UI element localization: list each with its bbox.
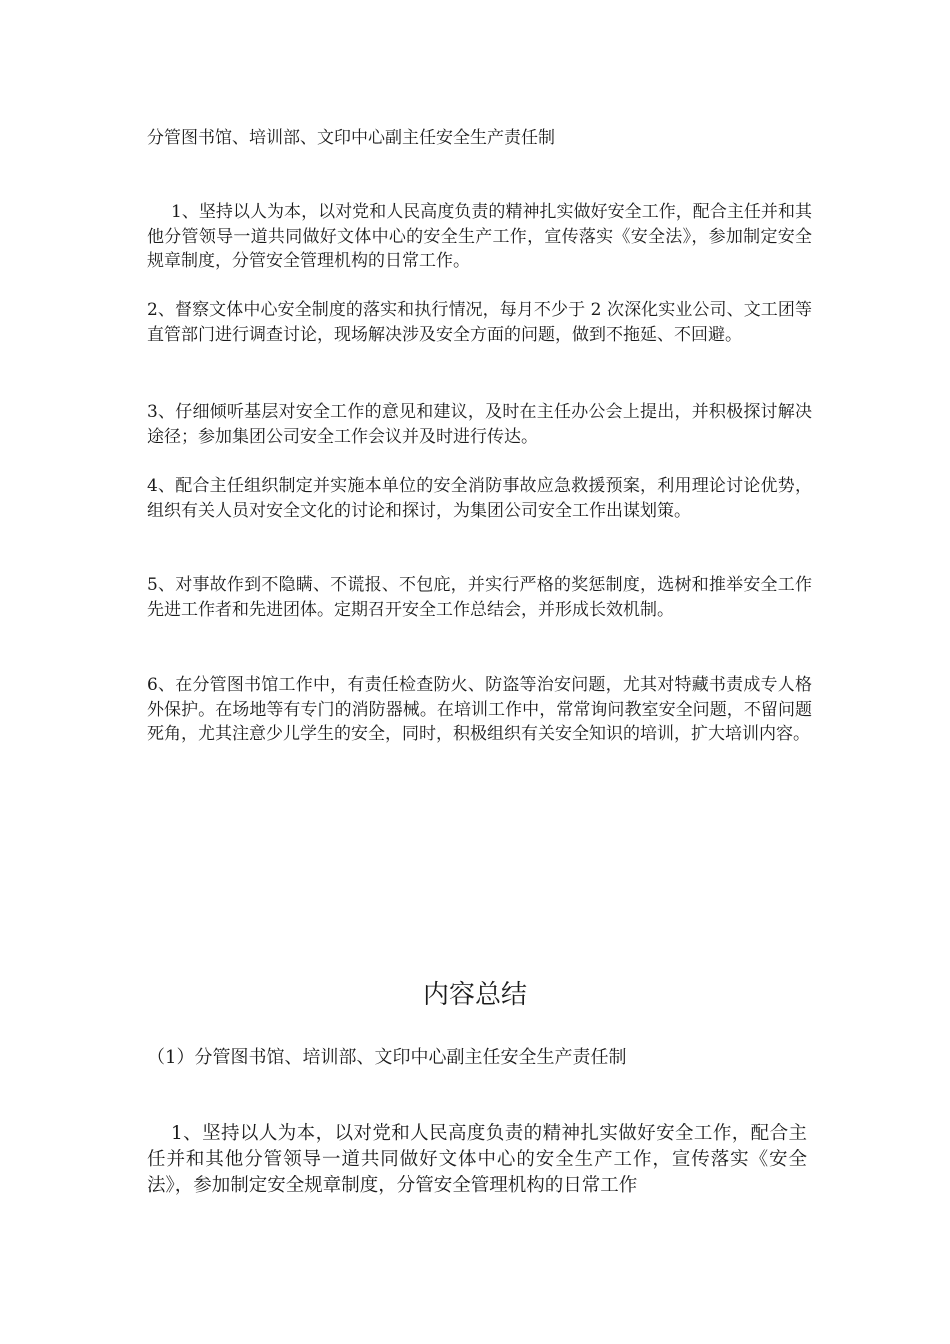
paragraph-3: 3、仔细倾听基层对安全工作的意见和建议，及时在主任办公会上提出，并积极探讨解决途径；参加集团公司安全工作会议并及时进行传达。 xyxy=(147,402,812,447)
summary-heading: 内容总结 xyxy=(422,980,527,1010)
paragraph-4: 4、配合主任组织制定并实施本单位的安全消防事故应急救援预案，利用理论讨论优势，组织有关人员对安全文化的讨论和探讨，为集团公司安全工作出谋划策。 xyxy=(147,476,812,521)
summary-paragraph: 1、坚持以人为本，以对党和人民高度负责的精神扎实做好安全工作，配合主任并和其他分管领导一道共同做好文体中心的安全生产工作，宣传落实《安全法》，参加制定安全规章制度，分管安全管理机构的日常工作 xyxy=(147,1123,807,1196)
paragraph-5: 5、对事故作到不隐瞒、不谎报、不包庇，并实行严格的奖惩制度，选树和推举安全工作先进工作者和先进团体。定期召开安全工作总结会，并形成长效机制。 xyxy=(147,575,812,620)
document-title: 分管图书馆、培训部、文印中心副主任安全生产责任制 xyxy=(147,128,555,148)
paragraph-1: 1、坚持以人为本，以对党和人民高度负责的精神扎实做好安全工作，配合主任并和其他分管领导一道共同做好文体中心的安全生产工作，宣传落实《安全法》，参加制定安全规章制度，分管安全管理机构的日常工作。 xyxy=(147,202,812,271)
paragraph-6: 6、在分管图书馆工作中，有责任检查防火、防盗等治安问题，尤其对特藏书责成专人格外保护。在场地等有专门的消防器械。在培训工作中，常常询问教室安全问题，不留问题死角，尤其注意少儿学生的安全，同时，积极组织有关安全知识的培训，扩大培训内容。 xyxy=(147,675,812,744)
paragraph-2: 2、督察文体中心安全制度的落实和执行情况，每月不少于 2 次深化实业公司、文工团等直管部门进行调查讨论，现场解决涉及安全方面的问题，做到不拖延、不回避。 xyxy=(147,300,812,345)
summary-subtitle: （1）分管图书馆、培训部、文印中心副主任安全生产责任制 xyxy=(147,1047,627,1068)
